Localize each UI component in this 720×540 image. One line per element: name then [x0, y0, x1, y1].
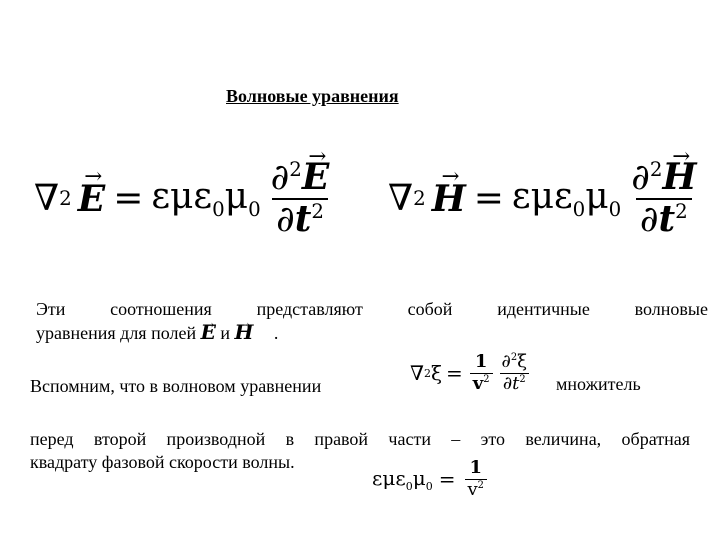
denominator-power: 2	[311, 199, 324, 223]
and-text: и	[220, 323, 230, 343]
partial-symbol: ∂	[501, 351, 511, 372]
numerator-power: 2	[649, 158, 663, 181]
velocity-equation	[372, 458, 490, 500]
equals-sign: =	[438, 467, 456, 492]
paragraph-phase-velocity	[30, 428, 690, 474]
nabla-symbol: ∇	[34, 178, 60, 220]
fraction-numerator: 1	[469, 457, 482, 478]
paragraph-line-2	[36, 321, 708, 345]
fraction-denominator	[636, 198, 692, 240]
fraction-numerator	[267, 158, 334, 198]
coef-eps-mu-eps: εμε	[151, 176, 213, 217]
generic-wave-equation	[410, 352, 533, 394]
nabla-symbol: ∇	[388, 178, 414, 220]
numerator-power: 2	[289, 158, 302, 181]
fraction-numerator	[627, 158, 700, 198]
period: .	[273, 323, 279, 343]
partial-symbol: ∂	[631, 157, 650, 198]
inverse-velocity-fraction	[465, 458, 487, 500]
xi-variable: ξ	[517, 351, 528, 372]
second-derivative-fraction	[267, 158, 334, 239]
fields-text: уравнения для полей	[36, 323, 197, 343]
h-wave-equation	[388, 158, 700, 239]
e-wave-equation	[34, 158, 333, 239]
coef-mu: μ	[585, 176, 609, 217]
coef-sub1: 0	[212, 198, 225, 222]
paragraph-line-1: перед второй производной в правой части – это величина, обратная	[30, 429, 690, 449]
paragraph-identical-equations	[36, 298, 708, 345]
coef-sub2: 0	[425, 479, 433, 493]
nabla-power: 2	[423, 366, 431, 380]
partial-symbol: ∂	[276, 198, 295, 240]
coef-sub1: 0	[572, 198, 586, 222]
nabla-power: 2	[59, 187, 72, 211]
coef-mu: μ	[224, 176, 249, 217]
slide-title: Волновые уравнения	[226, 86, 399, 106]
inverse-velocity-fraction	[470, 352, 493, 394]
fraction-numerator	[499, 352, 531, 373]
nabla-symbol: ∇	[410, 361, 424, 386]
coef-eps-mu-eps: εμε	[511, 176, 573, 217]
e-vector: → E	[302, 158, 329, 198]
multiplier-text: множитель	[556, 374, 641, 394]
coefficient	[512, 176, 621, 221]
fraction-denominator	[470, 373, 493, 395]
second-derivative-fraction	[499, 352, 531, 394]
partial-symbol: ∂	[270, 157, 290, 198]
coefficient	[151, 176, 260, 221]
numerator-power: 2	[510, 352, 518, 363]
e-vector: → E	[78, 178, 105, 220]
coef-mu: μ	[412, 465, 426, 490]
denominator-power: 2	[675, 199, 688, 223]
coefficient	[372, 466, 433, 493]
partial-t: ∂t	[502, 372, 520, 394]
coef-sub2: 0	[248, 198, 261, 222]
velocity-power: 2	[477, 479, 484, 491]
coef-sub2: 0	[608, 198, 622, 222]
equals-sign: =	[445, 361, 463, 386]
paragraph-line-1: Эти соотношения представляют собой идентичные волновые	[36, 299, 708, 319]
denominator-power: 2	[519, 373, 526, 385]
h-vector: → H	[662, 158, 696, 198]
h-vector-inline: → H	[234, 321, 253, 344]
e-vector-inline: → E	[201, 321, 216, 344]
coef-eps-mu-eps: εμε	[372, 465, 406, 490]
remember-text: Вспомним, что в волновом уравнении	[30, 376, 322, 396]
xi-variable: ξ	[430, 361, 442, 386]
nabla-power: 2	[413, 187, 426, 211]
fraction-denominator	[465, 479, 487, 501]
equals-sign: =	[113, 178, 144, 220]
velocity-variable: v	[467, 478, 478, 500]
paragraph-line-2: квадрату фазовой скорости волны.	[30, 452, 295, 472]
fraction-numerator: 1	[474, 351, 488, 372]
time-variable: t	[294, 197, 312, 240]
velocity-variable: v	[472, 372, 484, 394]
partial-symbol: ∂	[639, 198, 659, 240]
velocity-power: 2	[483, 373, 490, 385]
second-derivative-fraction	[627, 158, 700, 239]
h-vector: → H	[432, 178, 466, 220]
fraction-denominator	[272, 198, 328, 240]
equals-sign: =	[473, 178, 504, 220]
coef-sub1: 0	[405, 479, 413, 493]
fraction-denominator	[500, 373, 529, 395]
time-variable: t	[658, 197, 676, 240]
